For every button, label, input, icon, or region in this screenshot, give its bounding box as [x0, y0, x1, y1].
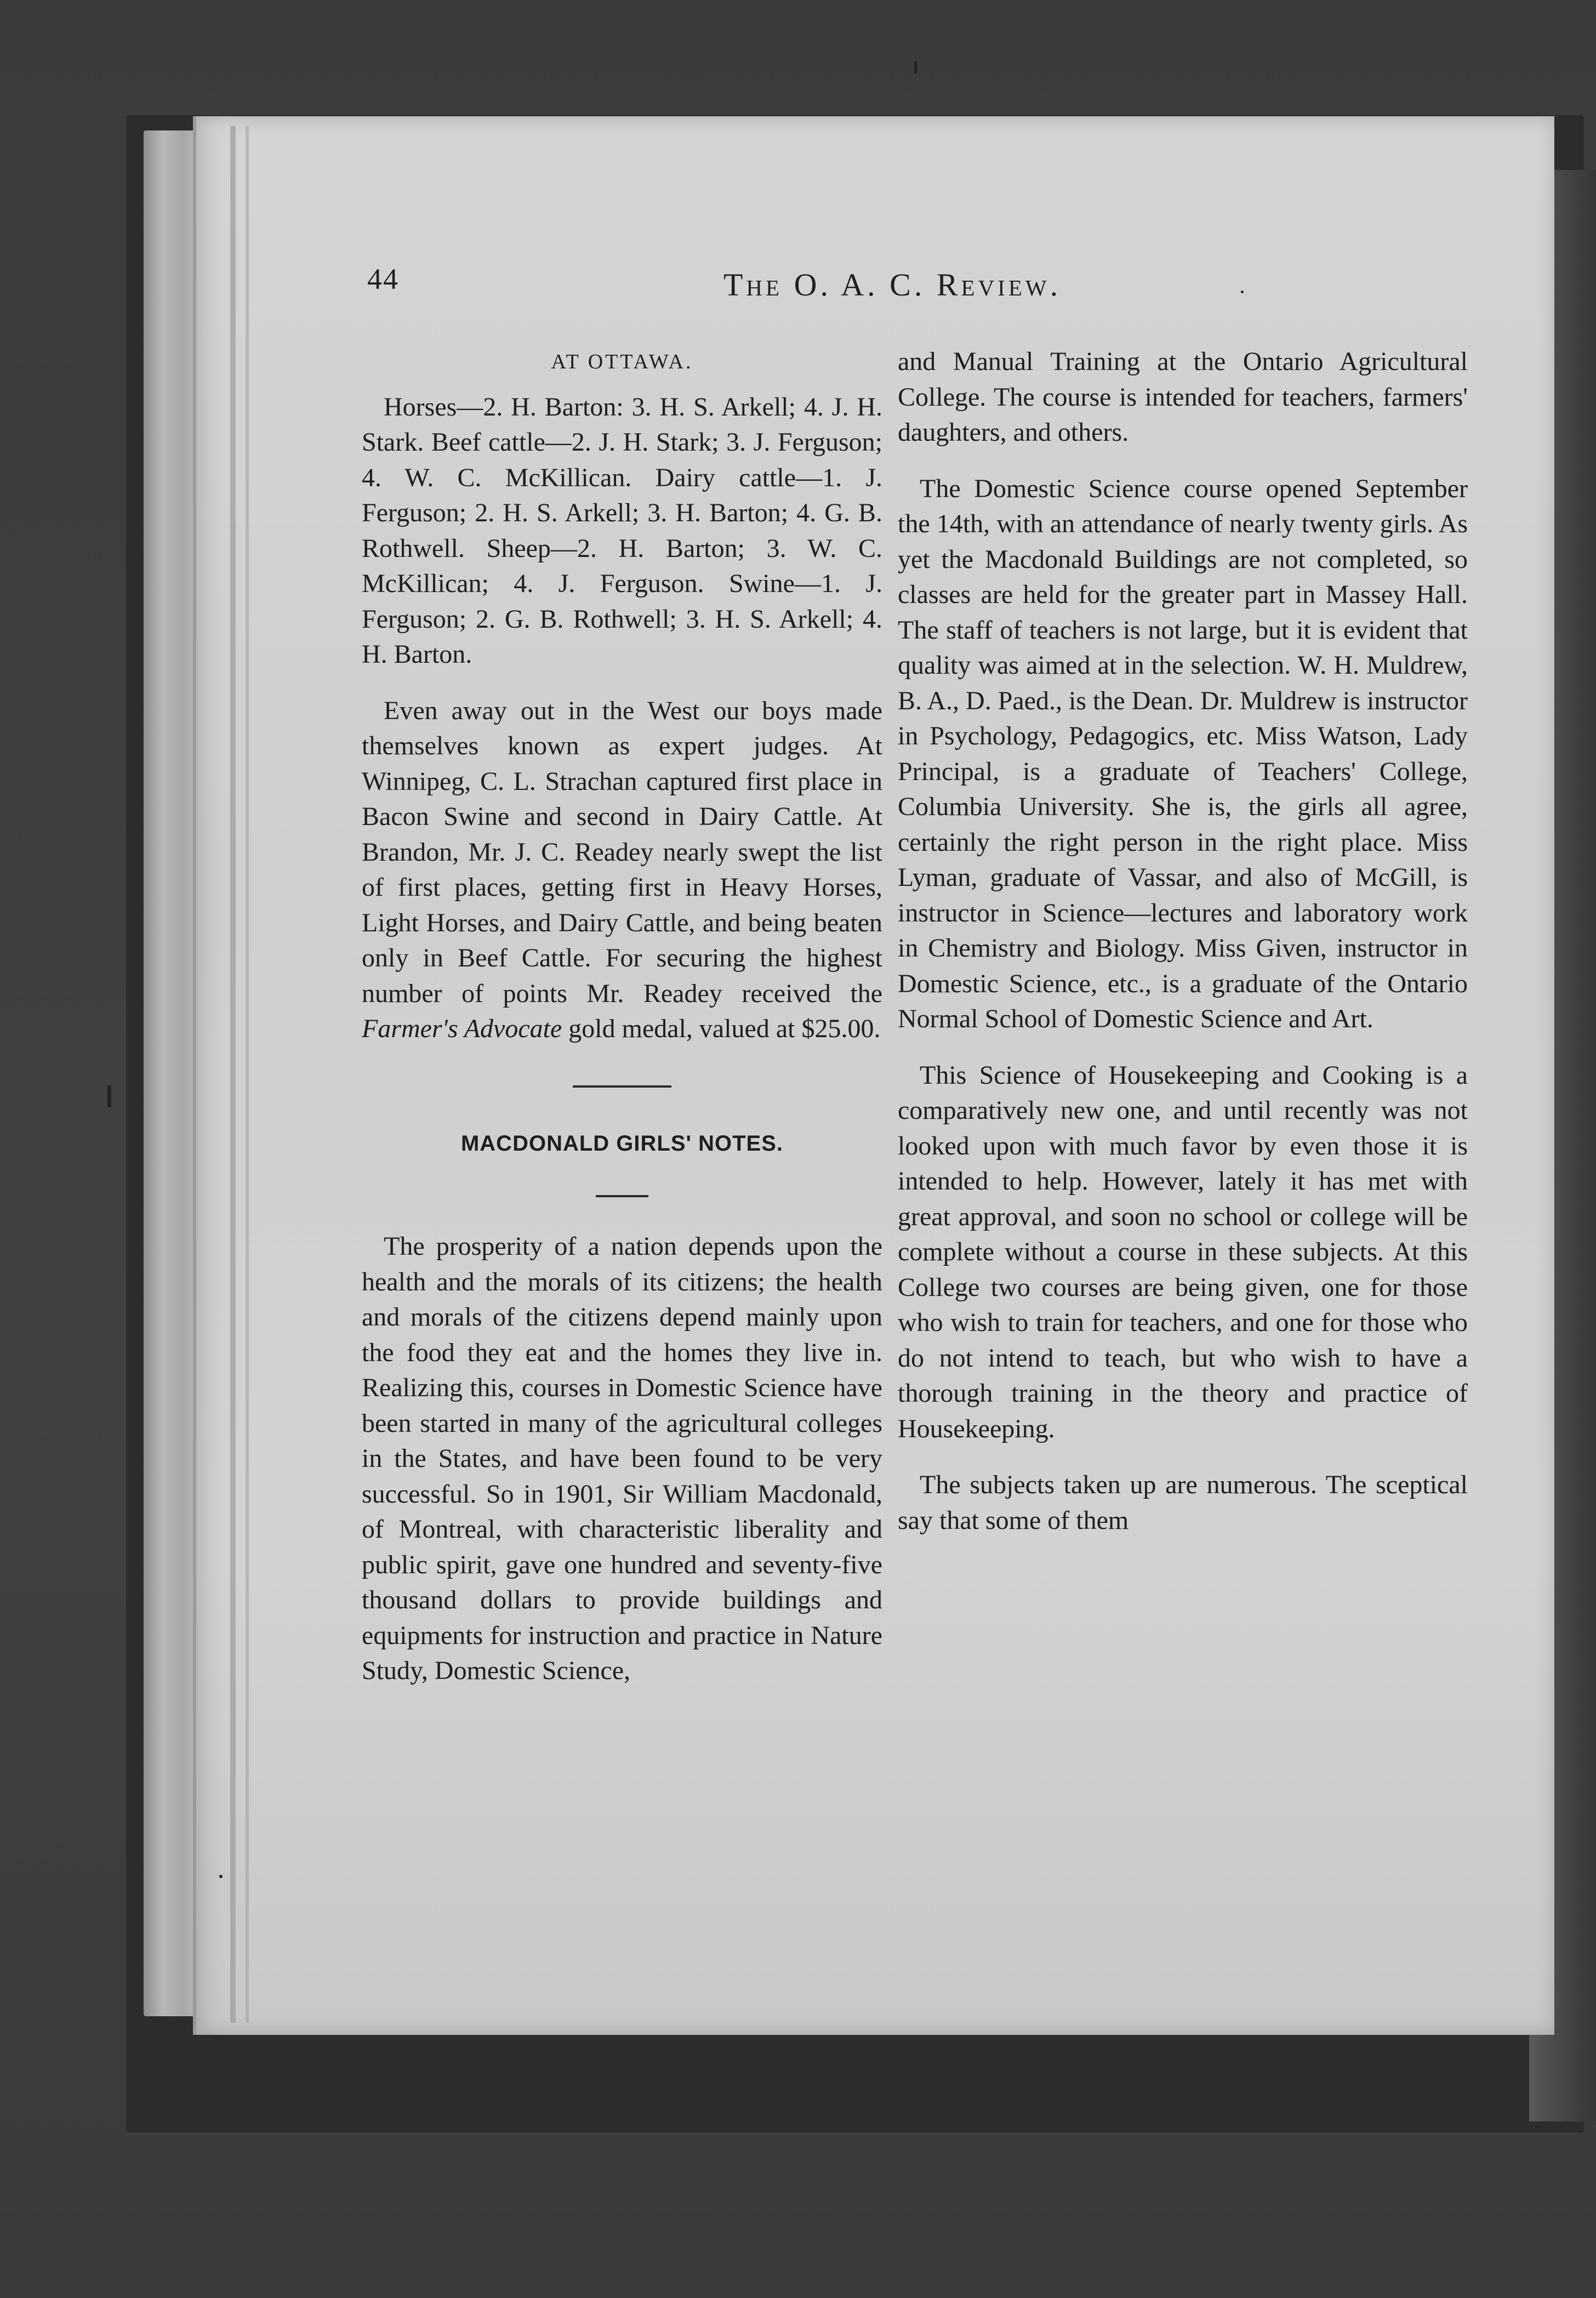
west-judges-paragraph	[362, 693, 882, 1047]
section-heading: MACDONALD GIRLS' NOTES.	[460, 1131, 784, 1156]
west-text-after: gold medal, valued at $25.00.	[568, 1014, 881, 1043]
left-column	[362, 344, 882, 1689]
west-text-before: Even away out in the West our boys made themselves known as expert judges. At Winnipeg, C. L. Strachan captured first place in Bacon Swine and second in Dairy Cattle. At Brandon, Mr. J. C. Readey nearly swept the list of first places, getting first in Heavy Horses, Light Horses, and Dairy Cattle, and being beaten only in Beef Cattle. For securing the highest number of points Mr. Readey received the	[362, 696, 882, 1008]
domestic-science-paragraph: The Domestic Science course opened September the 14th, with an attendance of nearly twenty girls. As yet the Macdonald Buildings are not completed, so classes are held for the greater part in Massey Hall. The staff of teachers is not large, but it is evident that quality was aimed at in the selection. W. H. Muldrew, B. A., D. Paed., is the Dean. Dr. Muldrew is instructor in Psychology, Pedagogics, etc. Miss Watson, Lady Principal, is a graduate of Teachers' College, Columbia University. She is, the girls all agree, certainly the right person in the right place. Miss Lyman, graduate of Vassar, and also of McGill, is instructor in Science—lectures and laboratory work in Chemistry and Biology. Miss Given, instructor in Domestic Science, etc., is a graduate of the Ontario Normal School of Domestic Science and Art.	[898, 474, 1468, 1033]
scan-speck	[107, 1085, 111, 1107]
continuation-paragraph: and Manual Training at the Ontario Agricultural College. The course is intended for teachers, farmers' daughters, and others.	[898, 347, 1468, 447]
heading-divider	[596, 1195, 648, 1197]
subheading-at-ottawa: AT OTTAWA.	[551, 350, 693, 373]
section-divider	[573, 1085, 671, 1088]
gutter-line	[246, 126, 249, 2023]
gutter-line	[230, 126, 236, 2023]
right-column	[898, 344, 1468, 1538]
subjects-paragraph: The subjects taken up are numerous. The sceptical say that some of them	[898, 1470, 1468, 1535]
prosperity-paragraph: The prosperity of a nation depends upon the health and the morals of its citizens; the health and morals of the citizens depend mainly upon the food they eat and the homes they live in. Realizing this, courses in Domestic Science have been started in many of the agricultural colleges in the States, and have been found to be very successful. So in 1901, Sir William Macdonald, of Montreal, with characteristic liberality and public spirit, gave one hundred and seventy-five thousand dollars to provide buildings and equipments for instruction and practice in Nature Study, Domestic Science,	[362, 1232, 882, 1685]
scan-speck	[219, 1875, 223, 1878]
housekeeping-paragraph: This Science of Housekeeping and Cooking is a comparatively new one, and until recently was not looked upon with much favor by even those it is intended to help. However, lately it has met with great approval, and soon no school or college will be complete without a course in these subjects. At this College two courses are being given, one for those who wish to train for teachers, and one for those who do not intend to teach, but who wish to have a thorough training in the theory and practice of Housekeeping.	[898, 1060, 1468, 1443]
scan-speck	[1241, 291, 1244, 293]
page-header	[367, 262, 1145, 317]
running-title: The O. A. C. Review.	[723, 267, 1062, 303]
ottawa-results-paragraph: Horses—2. H. Barton: 3. H. S. Arkell; 4. J. H. Stark. Beef cattle—2. J. H. Stark; 3. J. Ferguson; 4. W. C. McKillican. Dairy cattle—1. J. Ferguson; 2. H. S. Arkell; 3. H. Barton; 4. G. B. Rothwell. Sheep—2. H. Barton; 3. W. C. McKillican; 4. J. Ferguson. Swine—1. J. Ferguson; 2. G. B. Rothwell; 3. H. S. Arkell; 4. H. Barton.	[362, 392, 882, 669]
scan-speck	[914, 61, 917, 73]
publication-title: Farmer's Advocate	[362, 1014, 562, 1043]
page-number: 44	[367, 263, 399, 295]
